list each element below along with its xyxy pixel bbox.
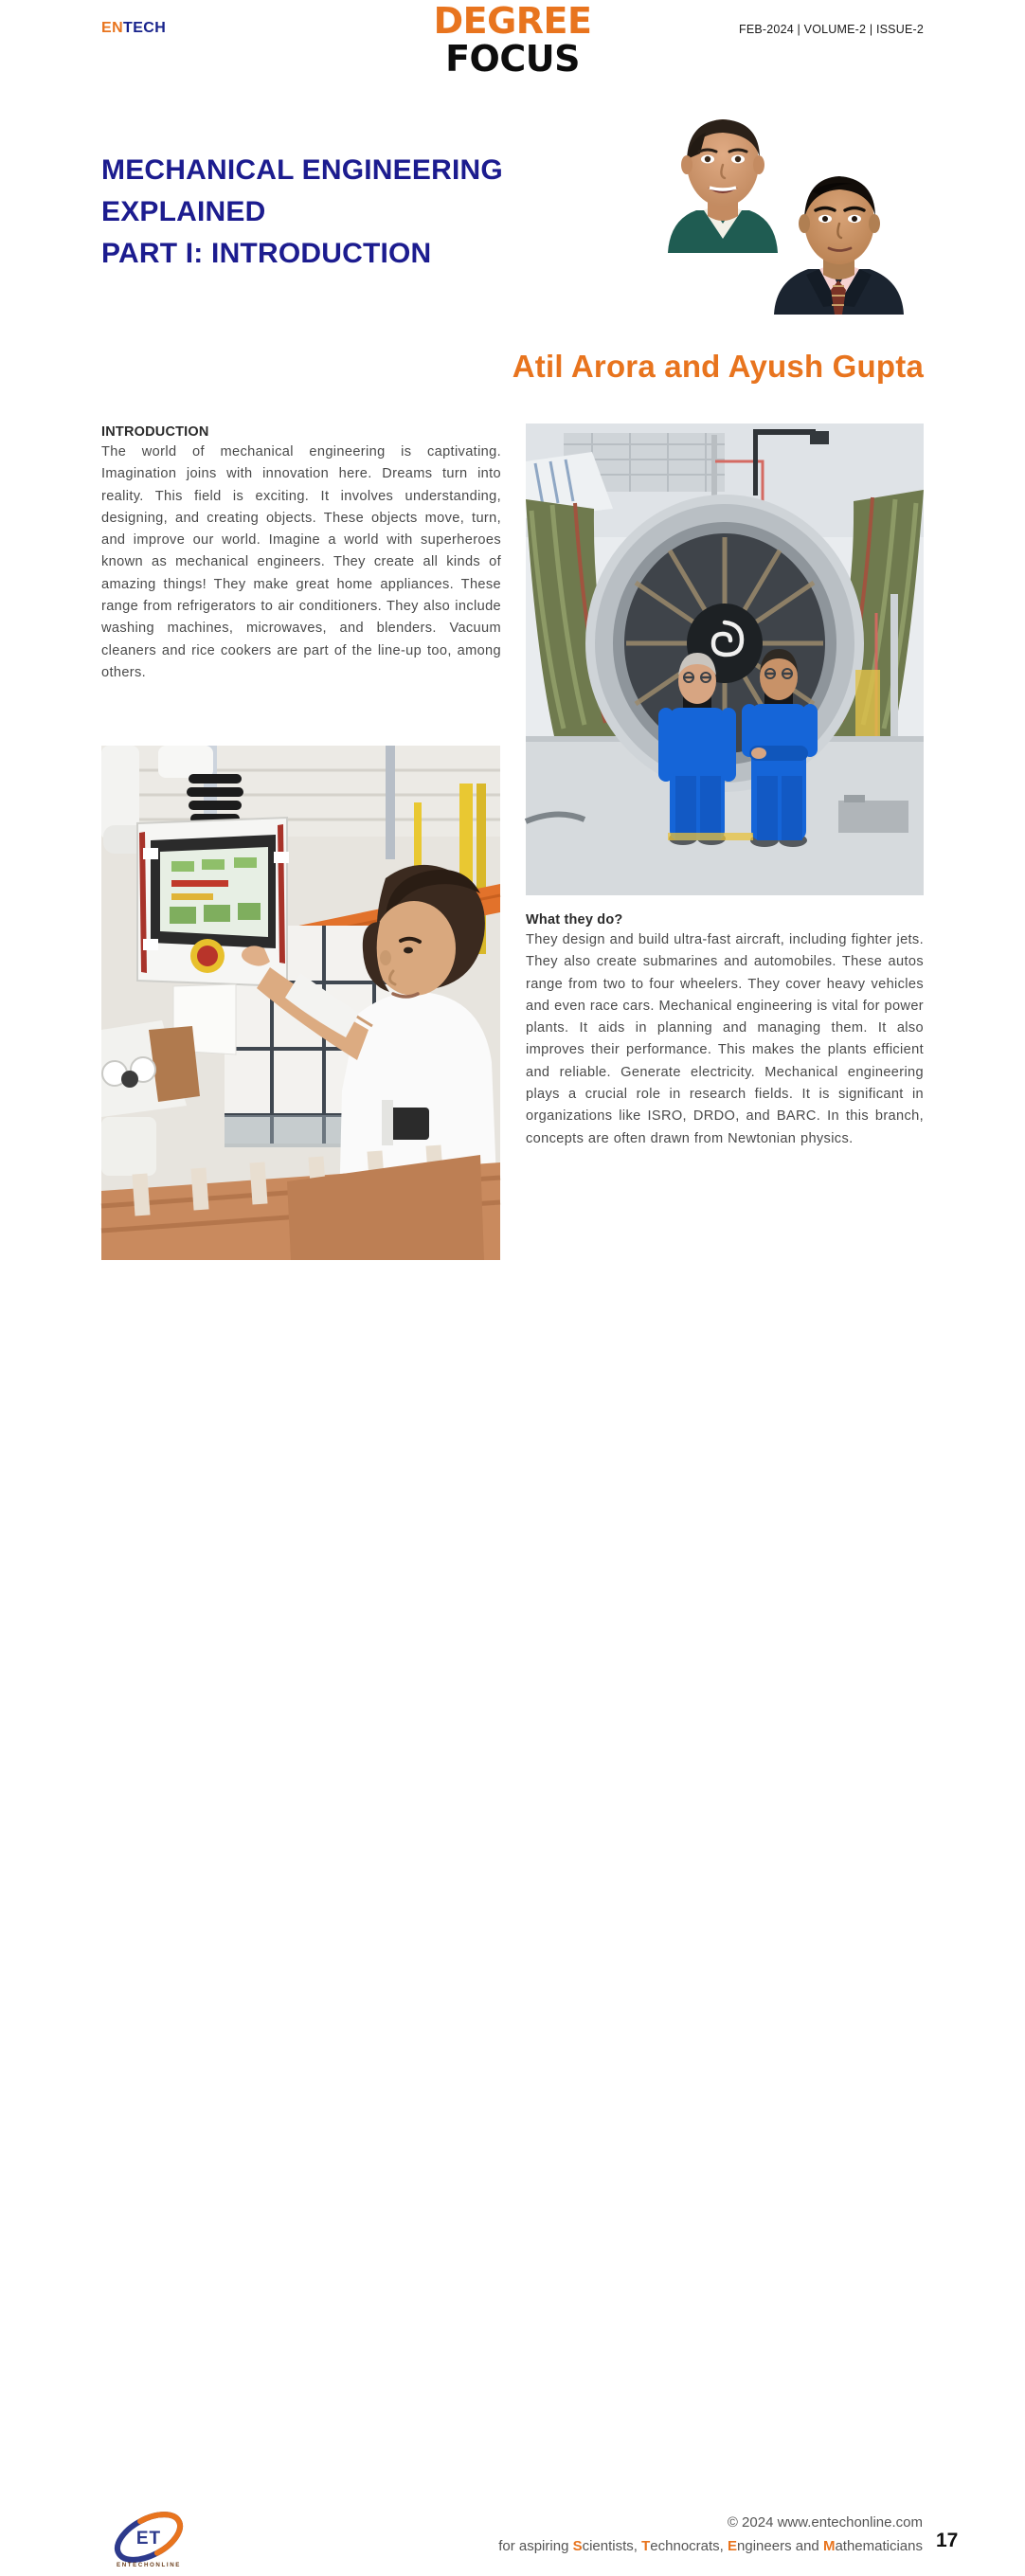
page-header	[0, 0, 1025, 95]
author-photos	[647, 106, 936, 316]
article-title	[101, 150, 651, 275]
factory-technician-photo	[101, 746, 500, 1260]
brand-tech-text: TECH	[123, 20, 167, 36]
footer-tagline	[498, 2538, 923, 2554]
copyright-text: © 2024 www.entechonline.com	[727, 2514, 923, 2531]
tagline-prefix: for aspiring	[498, 2538, 573, 2554]
svg-text:ENTECHONLINE: ENTECHONLINE	[116, 2562, 182, 2568]
left-column	[101, 424, 501, 684]
tagline-letter-e: E	[728, 2538, 738, 2554]
masthead-degree-text: DEGREE	[433, 0, 592, 42]
page-footer	[0, 1252, 1025, 2568]
tagline-word-engineers: ngineers and	[737, 2538, 823, 2554]
introduction-heading: INTRODUCTION	[101, 424, 209, 440]
issue-info-text: FEB-2024 | VOLUME-2 | ISSUE-2	[739, 23, 924, 36]
article-title-line-2: EXPLAINED	[101, 196, 266, 227]
author-byline: Atil Arora and Ayush Gupta	[512, 349, 924, 384]
tagline-letter-m: M	[822, 2538, 836, 2554]
introduction-paragraph: The world of mechanical engineering is captivating. Imagination joins with innovation here. Dreams turn into reality. This field is exciting. It involves understanding, designing, and creating objects. These objects move, turn, and improve our world. Imagine a world with superheroes known as mechanical engineers. They create all kinds of amazing things! They make great home appliances. These range from refrigerators to air conditioners. They also include washing machines, microwaves, and blenders. Vacuum cleaners and rice cookers are part of the line-up too, among others.	[101, 444, 501, 680]
page-number: 17	[936, 2530, 959, 2551]
tagline-letter-s: S	[572, 2538, 583, 2554]
author-photo-ayush-gupta	[761, 163, 917, 315]
article-title-line-1: MECHANICAL ENGINEERING	[101, 154, 503, 186]
masthead-focus-text: FOCUS	[445, 38, 580, 80]
tagline-word-mathematicians: athematicians	[835, 2538, 923, 2554]
article-title-line-3: PART I: INTRODUCTION	[101, 238, 432, 269]
tagline-word-scientists: cientists,	[582, 2538, 642, 2554]
tagline-letter-t: T	[641, 2538, 651, 2554]
what-they-do-paragraph: They design and build ultra-fast aircraft, including fighter jets. They also create submarines and automobiles. These autos range from two to four wheelers. They cover heavy vehicles and even race cars. Mechanical engineering is vital for power plants. It aids in planning and managing them. It also improves their performance. This makes the plants efficient and reliable. Generate electricity. Mechanical engineering plays a crucial role in research fields. It is significant in organizations like ISRO, DRDO, and BARC. In this branch, concepts are often drawn from Newtonian physics.	[526, 932, 924, 1146]
degree-focus-masthead	[0, 2, 1025, 78]
jet-engine-photo	[526, 423, 924, 895]
right-column	[526, 912, 924, 1150]
svg-text:ET: ET	[135, 2529, 162, 2549]
tagline-word-technocrats: echnocrats,	[650, 2538, 728, 2554]
brand-en-text: EN	[101, 20, 124, 36]
what-they-do-heading: What they do?	[526, 912, 623, 928]
entechonline-logo	[106, 2513, 191, 2571]
